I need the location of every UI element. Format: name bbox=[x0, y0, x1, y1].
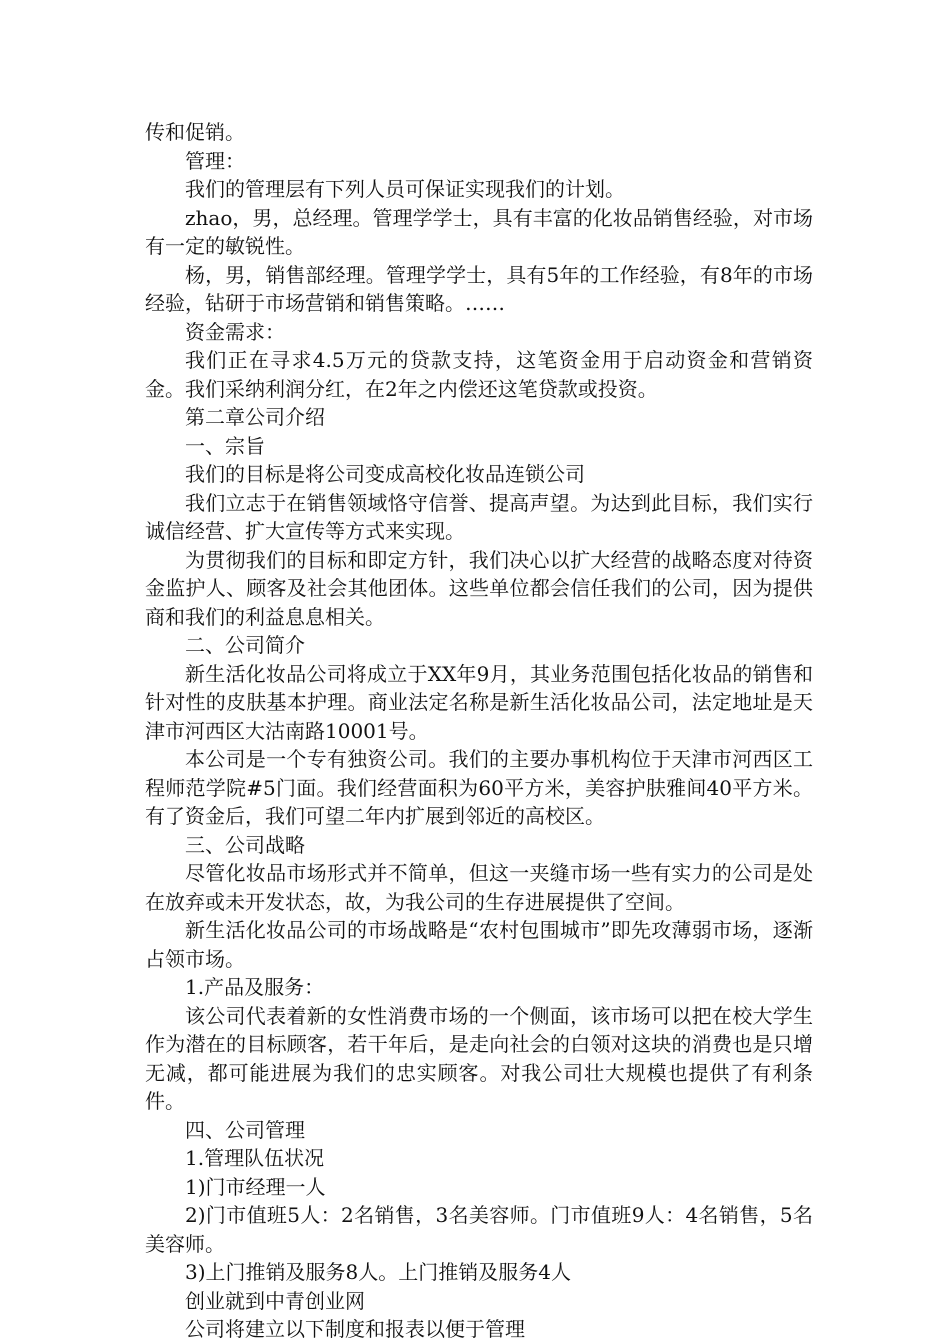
paragraph: 我们的目标是将公司变成高校化妆品连锁公司 bbox=[185, 462, 585, 486]
paragraph: 我们的管理层有下列人员可保证实现我们的计划。 bbox=[185, 177, 625, 201]
document-body bbox=[145, 118, 813, 1344]
paragraph: 创业就到中青创业网 bbox=[185, 1288, 365, 1313]
paragraph: 公司将建立以下制度和报表以便于管理 bbox=[185, 1317, 525, 1341]
paragraph: 杨，男，销售部经理。管理学学士，具有5年的工作经验，有8年的市场经验，钻研于市场营销和销售策略。…… bbox=[145, 262, 813, 315]
paragraph: 我们立志于在销售领域恪守信誉、提高声望。为达到此目标，我们实行诚信经营、扩大宣传等方式来实现。 bbox=[145, 490, 813, 543]
section-heading: 一、宗旨 bbox=[185, 433, 265, 458]
list-item: 3)上门推销及服务8人。上门推销及服务4人 bbox=[185, 1260, 571, 1284]
paragraph: 新生活化妆品公司将成立于XX年9月，其业务范围包括化妆品的销售和针对性的皮肤基本护理。商业法定名称是新生活化妆品公司，法定地址是天津市河西区大沽南路10001号。 bbox=[145, 661, 813, 743]
paragraph: zhao，男，总经理。管理学学士，具有丰富的化妆品销售经验，对市场有一定的敏锐性。 bbox=[145, 205, 813, 258]
paragraph: 本公司是一个专有独资公司。我们的主要办事机构位于天津市河西区工程师范学院#5门面。我们经营面积为60平方米，美容护肤雅间40平方米。有了资金后，我们可望二年内扩展到邻近的高校区。 bbox=[145, 747, 813, 828]
section-heading: 四、公司管理 bbox=[185, 1117, 305, 1142]
paragraph: 新生活化妆品公司的市场战略是“农村包围城市”即先攻薄弱市场，逐渐占领市场。 bbox=[145, 918, 813, 971]
list-item: 1)门市经理一人 bbox=[185, 1174, 326, 1199]
paragraph: 为贯彻我们的目标和即定方针，我们决心以扩大经营的战略态度对待资金监护人、顾客及社会其他团体。这些单位都会信任我们的公司，因为提供商和我们的利益息息相关。 bbox=[145, 547, 813, 629]
paragraph-continuation: 传和促销。 bbox=[145, 120, 245, 144]
subsection-heading: 1.管理队伍状况 bbox=[185, 1146, 325, 1170]
list-item: 2)门市值班5人：2名销售，3名美容师。门市值班9人：4名销售，5名美容师。 bbox=[145, 1203, 813, 1256]
paragraph: 我们正在寻求4.5万元的贷款支持，这笔资金用于启动资金和营销资金。我们采纳利润分红，在2年之内偿还这笔贷款或投资。 bbox=[145, 348, 813, 401]
chapter-title: 第二章公司介绍 bbox=[185, 405, 325, 429]
section-heading: 二、公司简介 bbox=[185, 633, 305, 657]
paragraph: 该公司代表着新的女性消费市场的一个侧面，该市场可以把在校大学生作为潜在的目标顾客，若干年后，是走向社会的白领对这块的消费也是只增无减，都可能进展为我们的忠实顾客。对我公司壮大规模也提供了有利条件。 bbox=[145, 1003, 813, 1113]
heading-management: 管理： bbox=[185, 148, 245, 173]
subsection-heading: 1.产品及服务： bbox=[185, 975, 325, 999]
heading-funding: 资金需求： bbox=[185, 319, 285, 344]
paragraph: 尽管化妆品市场形式并不简单，但这一夹缝市场一些有实力的公司是处在放弃或未开发状态，故，为我公司的生存进展提供了空间。 bbox=[145, 861, 813, 914]
section-heading: 三、公司战略 bbox=[185, 832, 305, 857]
